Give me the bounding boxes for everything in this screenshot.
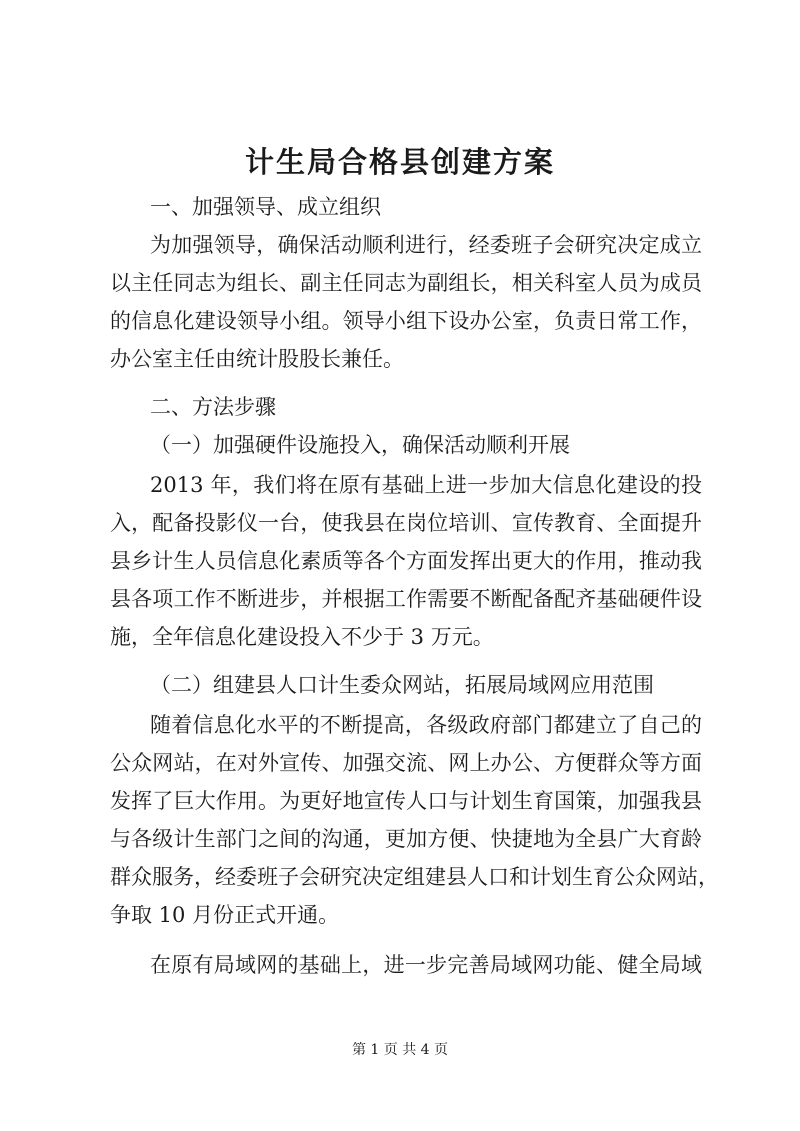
paragraph-line: 的信息化建设领导小组。领导小组下设办公室，负责日常工作， [110, 309, 702, 333]
paragraph-line: 以主任同志为组长、副主任同志为副组长，相关科室人员为成员 [110, 271, 702, 295]
paragraph-line: 争取 10 月份正式开通。 [110, 903, 340, 927]
section-heading-2: 二、方法步骤 [150, 395, 276, 419]
page-number-footer: 第 1 页 共 4 页 [351, 1042, 449, 1058]
subsection-heading-2: （二）组建县人口计生委众网站，拓展局域网应用范围 [150, 673, 654, 697]
paragraph-line: 在原有局域网的基础上，进一步完善局域网功能、健全局域 [150, 953, 702, 977]
section-heading-1: 一、加强领导、成立组织 [150, 195, 381, 219]
paragraph-line: 随着信息化水平的不断提高，各级政府部门都建立了自己的 [150, 713, 702, 737]
paragraph-line: 施，全年信息化建设投入不少于 3 万元。 [110, 625, 494, 649]
paragraph-line: 办公室主任由统计股股长兼任。 [110, 347, 404, 371]
paragraph-line: 公众网站，在对外宣传、加强交流、网上办公、方便群众等方面 [110, 751, 702, 775]
paragraph-line: 群众服务，经委班子会研究决定组建县人口和计划生育公众网站， [110, 865, 719, 889]
paragraph-line: 发挥了巨大作用。为更好地宣传人口与计划生育国策，加强我县 [110, 789, 702, 813]
paragraph-line: 2013 年，我们将在原有基础上进一步加大信息化建设的投 [150, 473, 702, 497]
subsection-heading-1: （一）加强硬件设施投入，确保活动顺利开展 [150, 433, 570, 457]
paragraph-line: 入，配备投影仪一台，使我县在岗位培训、宣传教育、全面提升 [110, 511, 702, 535]
document-title: 计生局合格县创建方案 [244, 145, 555, 179]
paragraph-line: 为加强领导，确保活动顺利进行，经委班子会研究决定成立 [150, 233, 702, 257]
paragraph-line: 与各级计生部门之间的沟通，更加方便、快捷地为全县广大育龄 [110, 827, 702, 851]
paragraph-line: 县乡计生人员信息化素质等各个方面发挥出更大的作用，推动我 [110, 549, 702, 573]
paragraph-line: 县各项工作不断进步，并根据工作需要不断配备配齐基础硬件设 [110, 587, 702, 611]
